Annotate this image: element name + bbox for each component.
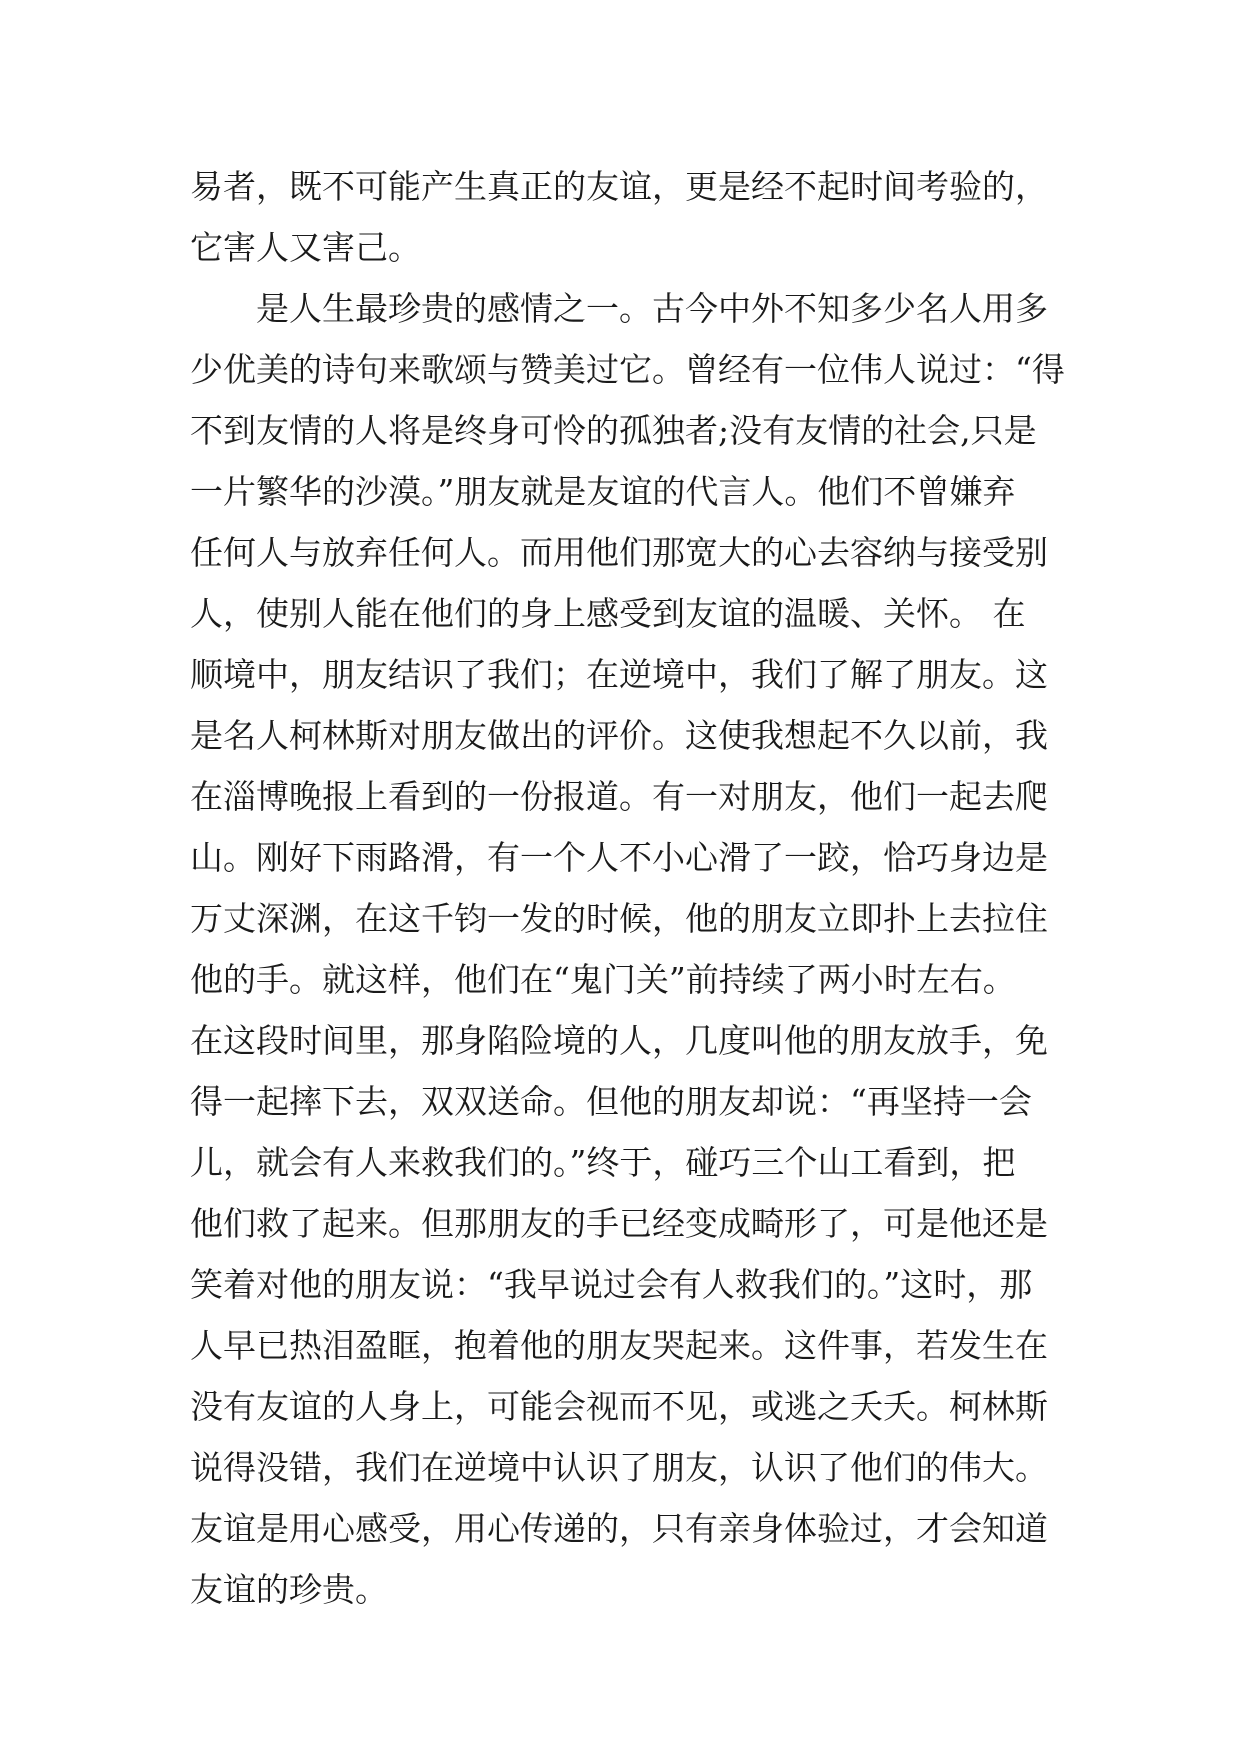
text-line: 顺境中，朋友结识了我们；在逆境中，我们了解了朋友。这 xyxy=(190,655,1048,694)
text-line: 说得没错，我们在逆境中认识了朋友，认识了他们的伟大。 xyxy=(190,1448,1048,1487)
text-line: 任何人与放弃任何人。而用他们那宽大的心去容纳与接受别 xyxy=(190,533,1048,572)
text-line: 人早已热泪盈眶，抱着他的朋友哭起来。这件事，若发生在 xyxy=(190,1326,1048,1365)
text-line: 没有友谊的人身上，可能会视而不见，或逃之夭夭。柯林斯 xyxy=(190,1387,1048,1426)
text-line: 是名人柯林斯对朋友做出的评价。这使我想起不久以前，我 xyxy=(190,716,1048,755)
text-line: 在这段时间里，那身陷险境的人，几度叫他的朋友放手，免 xyxy=(190,1021,1048,1060)
text-line: 儿，就会有人来救我们的。”终于，碰巧三个山工看到，把 xyxy=(190,1143,1016,1182)
text-line: 友谊的珍贵。 xyxy=(190,1570,388,1609)
text-line: 他们救了起来。但那朋友的手已经变成畸形了，可是他还是 xyxy=(190,1204,1048,1243)
text-line: 山。刚好下雨路滑，有一个人不小心滑了一跤，恰巧身边是 xyxy=(190,838,1048,877)
text-line: 不到友情的人将是终身可怜的孤独者;没有友情的社会,只是 xyxy=(190,411,1037,450)
text-line: 它害人又害己。 xyxy=(190,228,421,267)
text-line: 他的手。就这样，他们在“鬼门关”前持续了两小时左右。 xyxy=(190,960,1016,999)
text-line: 易者，既不可能产生真正的友谊，更是经不起时间考验的， xyxy=(190,167,1048,206)
text-line: 人，使别人能在他们的身上感受到友谊的温暖、关怀。 在 xyxy=(190,594,1026,633)
text-line: 是人生最珍贵的感情之一。古今中外不知多少名人用多 xyxy=(190,289,1048,328)
text-line: 笑着对他的朋友说：“我早说过会有人救我们的。”这时，那 xyxy=(190,1265,1033,1304)
text-line: 一片繁华的沙漠。”朋友就是友谊的代言人。他们不曾嫌弃 xyxy=(190,472,1016,511)
text-line: 万丈深渊，在这千钧一发的时候，他的朋友立即扑上去拉住 xyxy=(190,899,1048,938)
text-line: 在淄博晚报上看到的一份报道。有一对朋友，他们一起去爬 xyxy=(190,777,1048,816)
body-text xyxy=(190,156,1070,1620)
text-line: 得一起摔下去，双双送命。但他的朋友却说：“再坚持一会 xyxy=(190,1082,1032,1121)
text-line: 少优美的诗句来歌颂与赞美过它。曾经有一位伟人说过：“得 xyxy=(190,350,1065,389)
text-line: 友谊是用心感受，用心传递的，只有亲身体验过，才会知道 xyxy=(190,1509,1048,1548)
